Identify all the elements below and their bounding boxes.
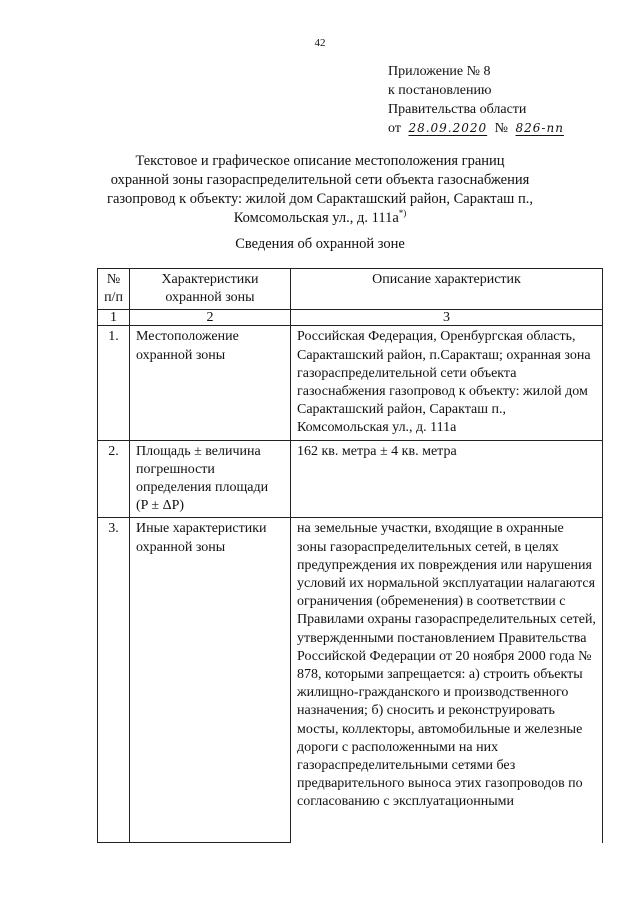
handwritten-date: 28.09.2020 <box>408 121 488 135</box>
date-prefix: от <box>388 121 401 136</box>
index-cell: 2 <box>130 310 291 326</box>
protection-zone-table <box>97 268 603 843</box>
appendix-date-line <box>388 119 568 138</box>
number-sign: № <box>494 121 509 136</box>
page-number: 42 <box>314 37 326 49</box>
row-description: на земельные участки, входящие в охранные зоны газораспределительных сетей, в целях предупреждения их повреждения или нарушения условий их нормальной эксплуатации налагаются ограничения (обременения) в соответствии с Правилами охраны газораспределительных сетей, утвержденными постановлением Правительства Российской Федерации от 20 ноября 2000 года № 878, которыми запрещается: а) строить объекты жилищно-гражданского и производственного назначения; б) сносить и реконструировать мосты, коллекторы, автомобильные и железные дороги с расположенными на них газораспределительными сетями без предварительного выноса этих газопроводов по согласованию с эксплуатационными <box>291 518 603 843</box>
index-cell: 3 <box>291 310 603 326</box>
title-line-4 <box>80 209 560 228</box>
row-description: 162 кв. метра ± 4 кв. метра <box>291 440 603 518</box>
table-row <box>98 440 603 518</box>
header-cell-description: Описание характеристик <box>291 269 603 310</box>
header-cell-characteristic: Характеристики охранной зоны <box>130 269 291 310</box>
appendix-line-3: Правительства области <box>388 102 527 117</box>
title-line-3: газопровод к объекту: жилой дом Саракташский район, Саракташ п., <box>107 191 533 207</box>
table-index-row <box>98 310 603 326</box>
title-line-1: Текстовое и графическое описание местоположения границ <box>135 153 505 169</box>
footnote-mark: *) <box>398 208 407 219</box>
row-number: 1. <box>98 326 130 440</box>
document-title <box>80 152 560 228</box>
appendix-line-2: к постановлению <box>388 83 492 98</box>
appendix-line-1: Приложение № 8 <box>388 64 491 79</box>
row-characteristic: Местоположение охранной зоны <box>130 326 291 440</box>
appendix-block <box>388 62 568 138</box>
row-description: Российская Федерация, Оренбургская область, Саракташский район, п.Саракташ; охранная зона газораспределительной сети объекта газоснабжения газопровод к объекту: жилой дом Саракташский район, Саракташ п., Комсомольская ул., д. 111а <box>291 326 603 440</box>
row-characteristic: Площадь ± величина погрешности определения площади (P ± ΔP) <box>130 440 291 518</box>
handwritten-number: 826-пп <box>515 121 564 135</box>
section-subtitle: Сведения об охранной зоне <box>235 236 405 252</box>
row-number: 3. <box>98 518 130 843</box>
header-cell-number: № п/п <box>98 269 130 310</box>
row-characteristic: Иные характеристики охранной зоны <box>130 518 291 843</box>
table-header-row <box>98 269 603 310</box>
index-cell: 1 <box>98 310 130 326</box>
title-address: Комсомольская ул., д. 111а <box>233 210 399 226</box>
table-row <box>98 326 603 440</box>
title-line-2: охранной зоны газораспределительной сети объекта газоснабжения <box>110 172 530 188</box>
table-row <box>98 518 603 843</box>
row-number: 2. <box>98 440 130 518</box>
